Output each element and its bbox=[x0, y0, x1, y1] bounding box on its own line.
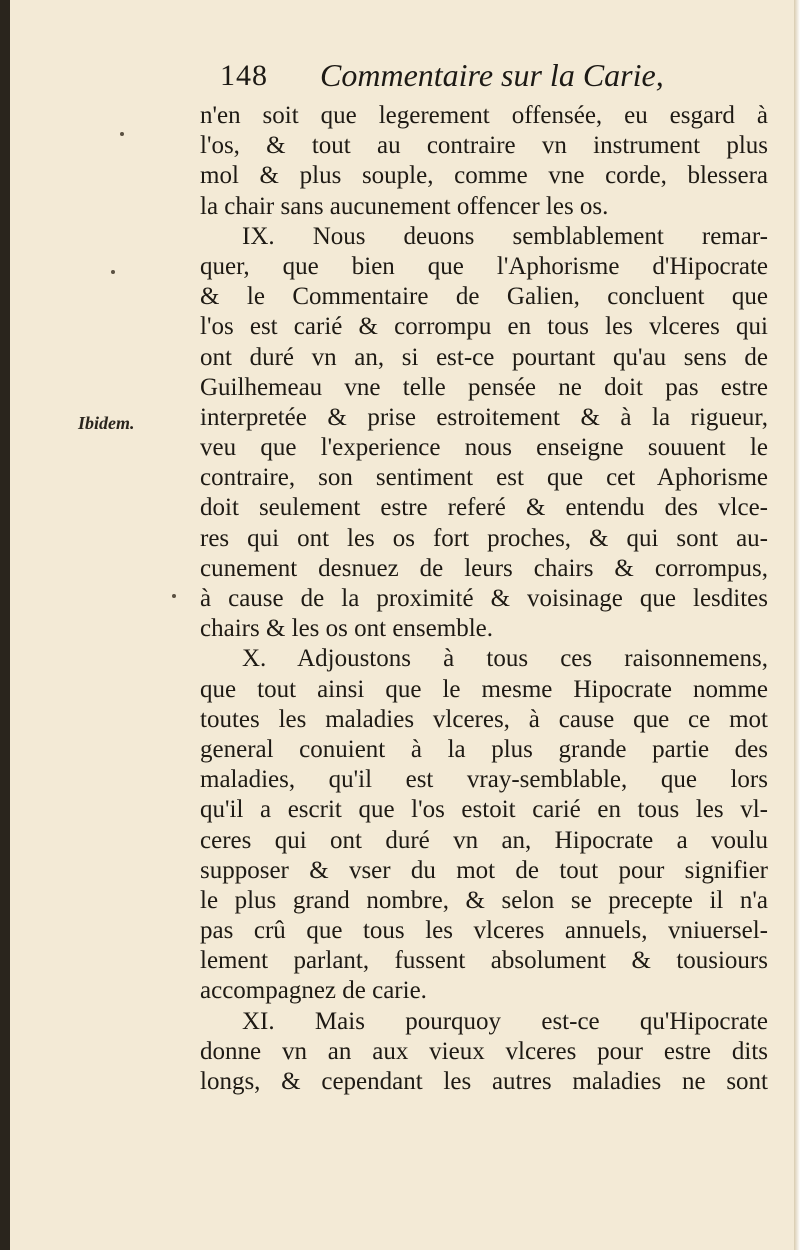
text-line: donne vn an aux vieux vlceres pour estre dits bbox=[200, 1037, 768, 1065]
ink-speck bbox=[172, 594, 176, 598]
text-line: toutes les maladies vlceres, à cause que ce mot bbox=[200, 705, 768, 733]
text-line: le plus grand nombre, & selon se precepte il n'a bbox=[200, 886, 768, 914]
text-line: general conuient à la plus grande partie des bbox=[200, 735, 768, 763]
text-line: chairs & les os ont ensemble. bbox=[200, 615, 493, 643]
text-line: que tout ainsi que le mesme Hipocrate nomme bbox=[200, 675, 768, 703]
text-line: XI. Mais pourquoy est-ce qu'Hipocrate bbox=[242, 1007, 768, 1035]
text-line: doit seulement estre referé & entendu des vlce- bbox=[200, 494, 768, 522]
text-line: contraire, son sentiment est que cet Aphorisme bbox=[200, 464, 768, 492]
text-line: mol & plus souple, comme vne corde, blessera bbox=[200, 162, 768, 190]
text-line: res qui ont les os fort proches, & qui sont au- bbox=[200, 524, 768, 552]
text-line: IX. Nous deuons semblablement remar- bbox=[242, 222, 768, 250]
text-line: lement parlant, fussent absolument & tousiours bbox=[200, 947, 768, 975]
text-line: l'os, & tout au contraire vn instrument plus bbox=[200, 132, 768, 160]
text-line: quer, que bien que l'Aphorisme d'Hipocrate bbox=[200, 252, 768, 280]
text-line: veu que l'experience nous enseigne souuent le bbox=[200, 434, 768, 462]
text-line: X. Adjoustons à tous ces raisonnemens, bbox=[242, 645, 768, 673]
text-line: longs, & cependant les autres maladies ne sont bbox=[200, 1068, 768, 1095]
page-left-edge bbox=[0, 0, 10, 1250]
page-right-edge bbox=[794, 0, 800, 1250]
text-line: & le Commentaire de Galien, concluent que bbox=[200, 283, 768, 311]
text-line: ceres qui ont duré vn an, Hipocrate a voulu bbox=[200, 826, 768, 854]
text-line: accompagnez de carie. bbox=[200, 977, 427, 1005]
text-line: interpretée & prise estroitement & à la rigueur, bbox=[200, 403, 768, 431]
text-line: cunement desnuez de leurs chairs & corrompus, bbox=[200, 554, 768, 582]
ink-speck bbox=[120, 132, 124, 136]
ink-speck bbox=[111, 270, 115, 274]
text-line: Guilhemeau vne telle pensée ne doit pas estre bbox=[200, 373, 768, 401]
text-line: ont duré vn an, si est-ce pourtant qu'au sens de bbox=[200, 343, 768, 371]
text-line: n'en soit que legerement offensée, eu esgard à bbox=[200, 102, 768, 129]
body-text bbox=[200, 101, 768, 1097]
text-line: l'os est carié & corrompu en tous les vlceres qui bbox=[200, 313, 768, 341]
text-line: maladies, qu'il est vray-semblable, que lors bbox=[200, 766, 768, 794]
page-number: 148 bbox=[220, 59, 268, 92]
running-title: Commentaire sur la Carie, bbox=[320, 57, 664, 93]
running-head bbox=[220, 55, 780, 105]
text-line: supposer & vser du mot de tout pour signifier bbox=[200, 856, 768, 884]
margin-note: Ibidem. bbox=[78, 413, 135, 433]
text-line: qu'il a escrit que l'os estoit carié en tous les vl- bbox=[200, 796, 768, 824]
text-line: la chair sans aucunement offencer les os. bbox=[200, 192, 609, 220]
text-line: à cause de la proximité & voisinage que lesdites bbox=[200, 585, 768, 612]
text-line: pas crû que tous les vlceres annuels, vniuersel- bbox=[200, 917, 768, 945]
